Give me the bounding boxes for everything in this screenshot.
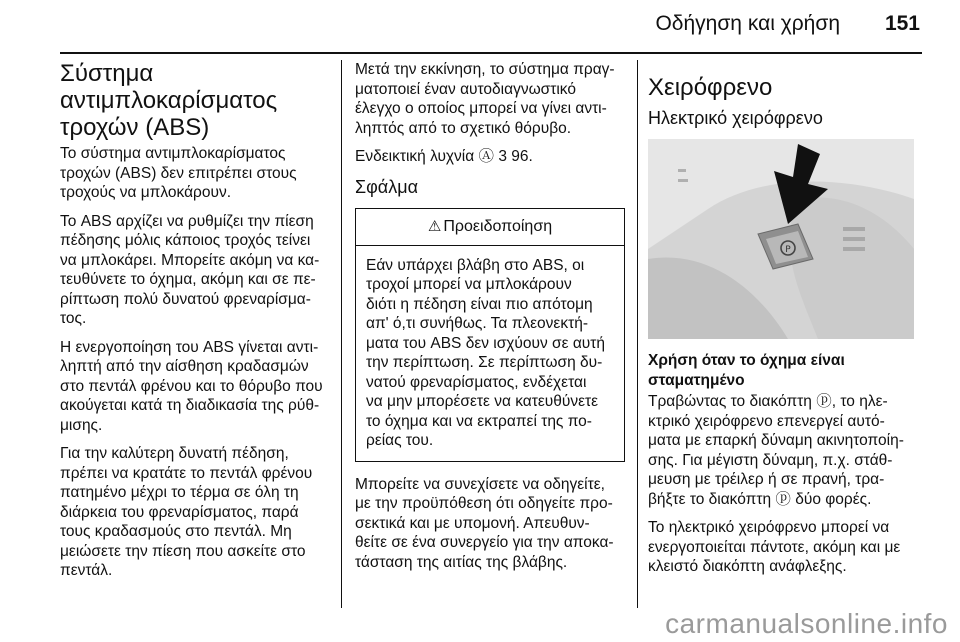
svg-text:P: P — [785, 245, 791, 255]
warning-box-header — [356, 209, 624, 246]
warning-box — [355, 208, 625, 462]
abs-paragraph-4: Για την καλύτερη δυνατή πέδηση, πρέπει να κρατάτε το πεντάλ φρένου πατημένο μέχρι το τέρμα σε όλη τη διάρκεια του φρεναρίσματος, παρά τους κραδασμούς στο πεντάλ. Μη μειώσετε την πίεση που ασκείτε στο πεντάλ. — [60, 445, 313, 579]
column-divider-2 — [637, 60, 638, 608]
column-abs-continued — [355, 60, 625, 581]
always-activatable-paragraph: Το ηλεκτρικό χειρόφρενο μπορεί να ενεργοποιείται πάντοτε, ακόμη και με κλειστό διακόπτη ανάφλεξης. — [648, 519, 901, 575]
warning-body: Εάν υπάρχει βλάβη στο ABS, οι τροχοί μπορεί να μπλοκάρουν διότι η πέδηση είναι πιο απότομη απ' ό,τι συνήθως. Τα πλεονεκτή- ματα του ABS δεν ισχύουν σε αυτή την περίπτωση. Σε περίπτωση δυ- νατού φρεναρίσματος, ενδέχεται να μην μπορέσετε να κατευθύνετε το όχημα και να εκτραπεί της πο- ρείας του. — [366, 256, 606, 449]
pull-switch-paragraph: Τραβώντας το διακόπτη ⓟ, το ηλε- κτρικό χειρόφρενο επενεργεί αυτό- ματα με επαρκή δύναμη ακινητοποίη- σης. Για μέγιστη δύναμη, π.χ. στάθ- μευση με τρέιλερ ή σε πρανή, τρα- βήξτε το διακόπτη ⓟ δύο φορές. — [648, 393, 904, 508]
running-header-title: Οδήγηση και χρήση — [655, 12, 840, 35]
parking-brake-icon: ⓟ — [816, 393, 832, 410]
abs-section-heading: Σύστημα αντιμπλοκαρίσματος τροχών (ABS) — [60, 60, 278, 141]
stationary-usage-heading: Χρήση όταν το όχημα είναι σταματημένο — [648, 352, 845, 389]
abs-paragraph-2: Το ABS αρχίζει να ρυθμίζει την πίεση πέδησης μόλις κάποιος τροχός τείνει να μπλοκάρει. Μπορείτε ακόμη να κα- τευθύνετε το όχημα, ακόμη και σε πε- ρίπτωση πολύ δυνατού φρεναρίσμα- τος. — [60, 212, 320, 327]
abs-paragraph-1: Το σύστημα αντιμπλοκαρίσματος τροχών (ABS) δεν επιτρέπει στους τροχούς να μπλοκάρουν. — [60, 145, 297, 201]
header-divider — [60, 52, 922, 54]
warning-triangle-icon: ⚠ — [427, 217, 442, 235]
column-abs — [60, 60, 328, 590]
page-ref-icon: 3 — [498, 148, 507, 165]
warning-title: Προειδοποίηση — [443, 217, 553, 235]
indicator-lamp-reference: Ενδεικτική λυχνία Ⓐ 3 96. — [355, 148, 533, 165]
column-divider-1 — [341, 60, 342, 608]
abs-lamp-icon: Ⓐ — [478, 148, 495, 165]
watermark-text: carmanualsonline.info — [665, 608, 948, 639]
parking-brake-heading: Χειρόφρενο — [648, 74, 773, 101]
electric-parking-brake-subheading: Ηλεκτρικό χειρόφρενο — [648, 108, 823, 128]
page-number: 151 — [884, 12, 920, 35]
electric-parking-brake-switch-photo — [648, 139, 914, 339]
parking-brake-icon: ⓟ — [775, 490, 791, 508]
column-parking-brake — [648, 60, 920, 586]
continue-driving-paragraph: Μπορείτε να συνεχίσετε να οδηγείτε, με την προϋπόθεση ότι οδηγείτε προ- σεκτικά και με υπομονή. Απευθυν- θείτε σε ένα συνεργείο για την αποκα- τάσταση της αιτίας της βλάβης. — [355, 475, 614, 571]
fault-heading: Σφάλμα — [355, 176, 418, 197]
page-reference-link[interactable]: 96. — [511, 148, 533, 165]
abs-paragraph-3: Η ενεργοποίηση του ABS γίνεται αντι- ληπτή από την αίσθηση κραδασμών στο πεντάλ φρένου και το θόρυβο που ακούγεται κατά τη διαδικασία της ρύθ- μισης. — [60, 338, 323, 434]
self-test-paragraph: Μετά την εκκίνηση, το σύστημα πραγ- ματοποιεί έναν αυτοδιαγνωστικό έλεγχο ο οποίος μπορεί να γίνει αντι- ληπτός από το σχετικό θόρυβο. — [355, 61, 615, 137]
